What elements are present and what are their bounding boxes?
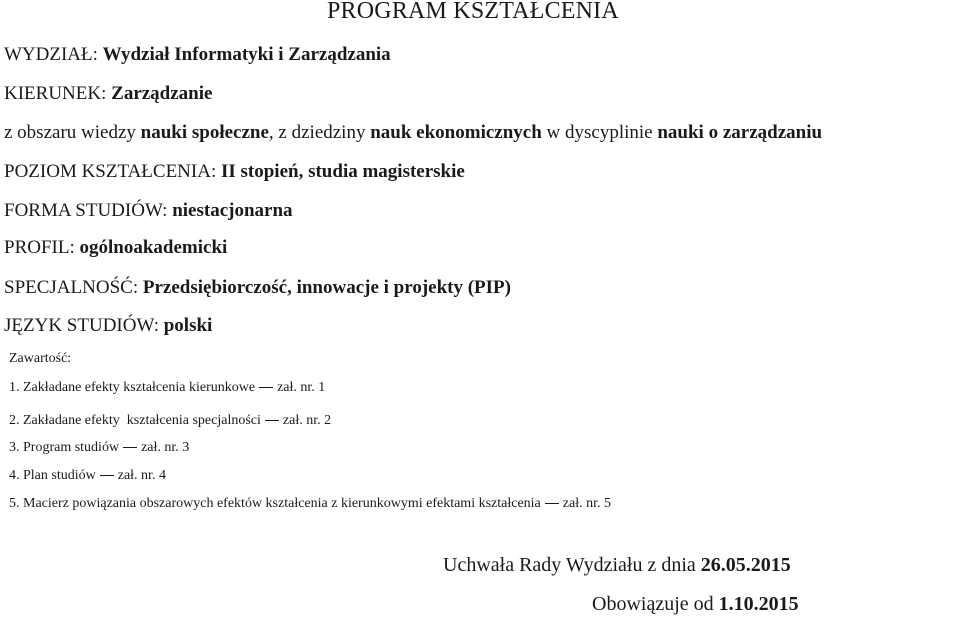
area-value-2: nauk ekonomicznych [370, 122, 542, 143]
contents-item [9, 497, 611, 511]
dash-separator [259, 387, 273, 388]
language-label: JĘZYK STUDIÓW: [4, 315, 164, 336]
dash-separator [545, 503, 559, 504]
level-value: II stopień, studia magisterskie [220, 161, 465, 182]
contents-item-num: 1. [9, 380, 20, 395]
contents-item-text: Zakładane efekty kształcenia specjalności [23, 413, 261, 428]
resolution-label: Uchwała Rady Wydziału z dnia [443, 554, 701, 576]
contents-item-num: 4. [9, 468, 20, 483]
dash-separator [123, 447, 137, 448]
profile-line [4, 238, 227, 257]
area-value-3: nauki o zarządzaniu [657, 122, 823, 143]
effective-date: 1.10.2015 [718, 593, 799, 615]
mode-label: FORMA STUDIÓW: [4, 200, 173, 221]
dash-separator [100, 475, 114, 476]
contents-item-ref: zał. nr. 5 [562, 496, 611, 511]
dash-separator [265, 420, 279, 421]
contents-item-ref: zał. nr. 4 [117, 468, 166, 483]
language-line [4, 316, 212, 335]
contents-item-ref: zał. nr. 2 [282, 413, 332, 428]
level-label: POZIOM KSZTAŁCENIA: [4, 161, 221, 182]
faculty-line [4, 45, 391, 64]
contents-item-num: 2. [9, 413, 20, 428]
profile-value: ogólnoakademicki [79, 237, 228, 258]
faculty-label: WYDZIAŁ: [4, 44, 103, 65]
language-value: polski [163, 315, 213, 336]
contents-item-num: 3. [9, 440, 20, 455]
mode-value: niestacjonarna [172, 200, 293, 221]
contents-item [9, 381, 325, 395]
specialty-line [4, 278, 511, 297]
area-text-2: , z dziedziny [268, 122, 371, 143]
effective-line [592, 594, 799, 614]
page-title: PROGRAM KSZTAŁCENIA [327, 0, 619, 24]
contents-heading: Zawartość: [9, 351, 72, 366]
contents-item-text: Zakładane efekty kształcenia kierunkowe [23, 380, 256, 395]
area-line [4, 123, 822, 142]
contents-item-ref: zał. nr. 3 [141, 440, 190, 455]
contents-item [9, 414, 331, 428]
area-text-1: z obszaru wiedzy [4, 122, 141, 143]
area-text-3: w dyscyplinie [541, 122, 658, 143]
contents-item-text: Macierz powiązania obszarowych efektów kształcenia z kierunkowymi efektami kształcenia [23, 496, 541, 511]
specialty-value: Przedsiębiorczość, innowacje i projekty (PIP) [142, 277, 511, 298]
effective-label: Obowiązuje od [592, 593, 719, 615]
profile-label: PROFIL: [4, 237, 80, 258]
field-value: Zarządzanie [111, 83, 213, 104]
contents-item [9, 441, 189, 455]
resolution-line [443, 555, 791, 575]
field-line [4, 84, 212, 103]
faculty-value: Wydział Informatyki i Zarządzania [102, 44, 391, 65]
contents-item-text: Program studiów [23, 440, 120, 455]
mode-line [4, 201, 293, 220]
contents-item [9, 469, 166, 483]
specialty-label: SPECJALNOŚĆ: [4, 277, 143, 298]
contents-item-ref: zał. nr. 1 [277, 380, 326, 395]
field-label: KIERUNEK: [4, 83, 112, 104]
level-line [4, 162, 465, 181]
contents-item-text: Plan studiów [23, 468, 96, 483]
resolution-date: 26.05.2015 [700, 554, 791, 576]
contents-item-num: 5. [9, 496, 20, 511]
area-value-1: nauki społeczne [140, 122, 269, 143]
